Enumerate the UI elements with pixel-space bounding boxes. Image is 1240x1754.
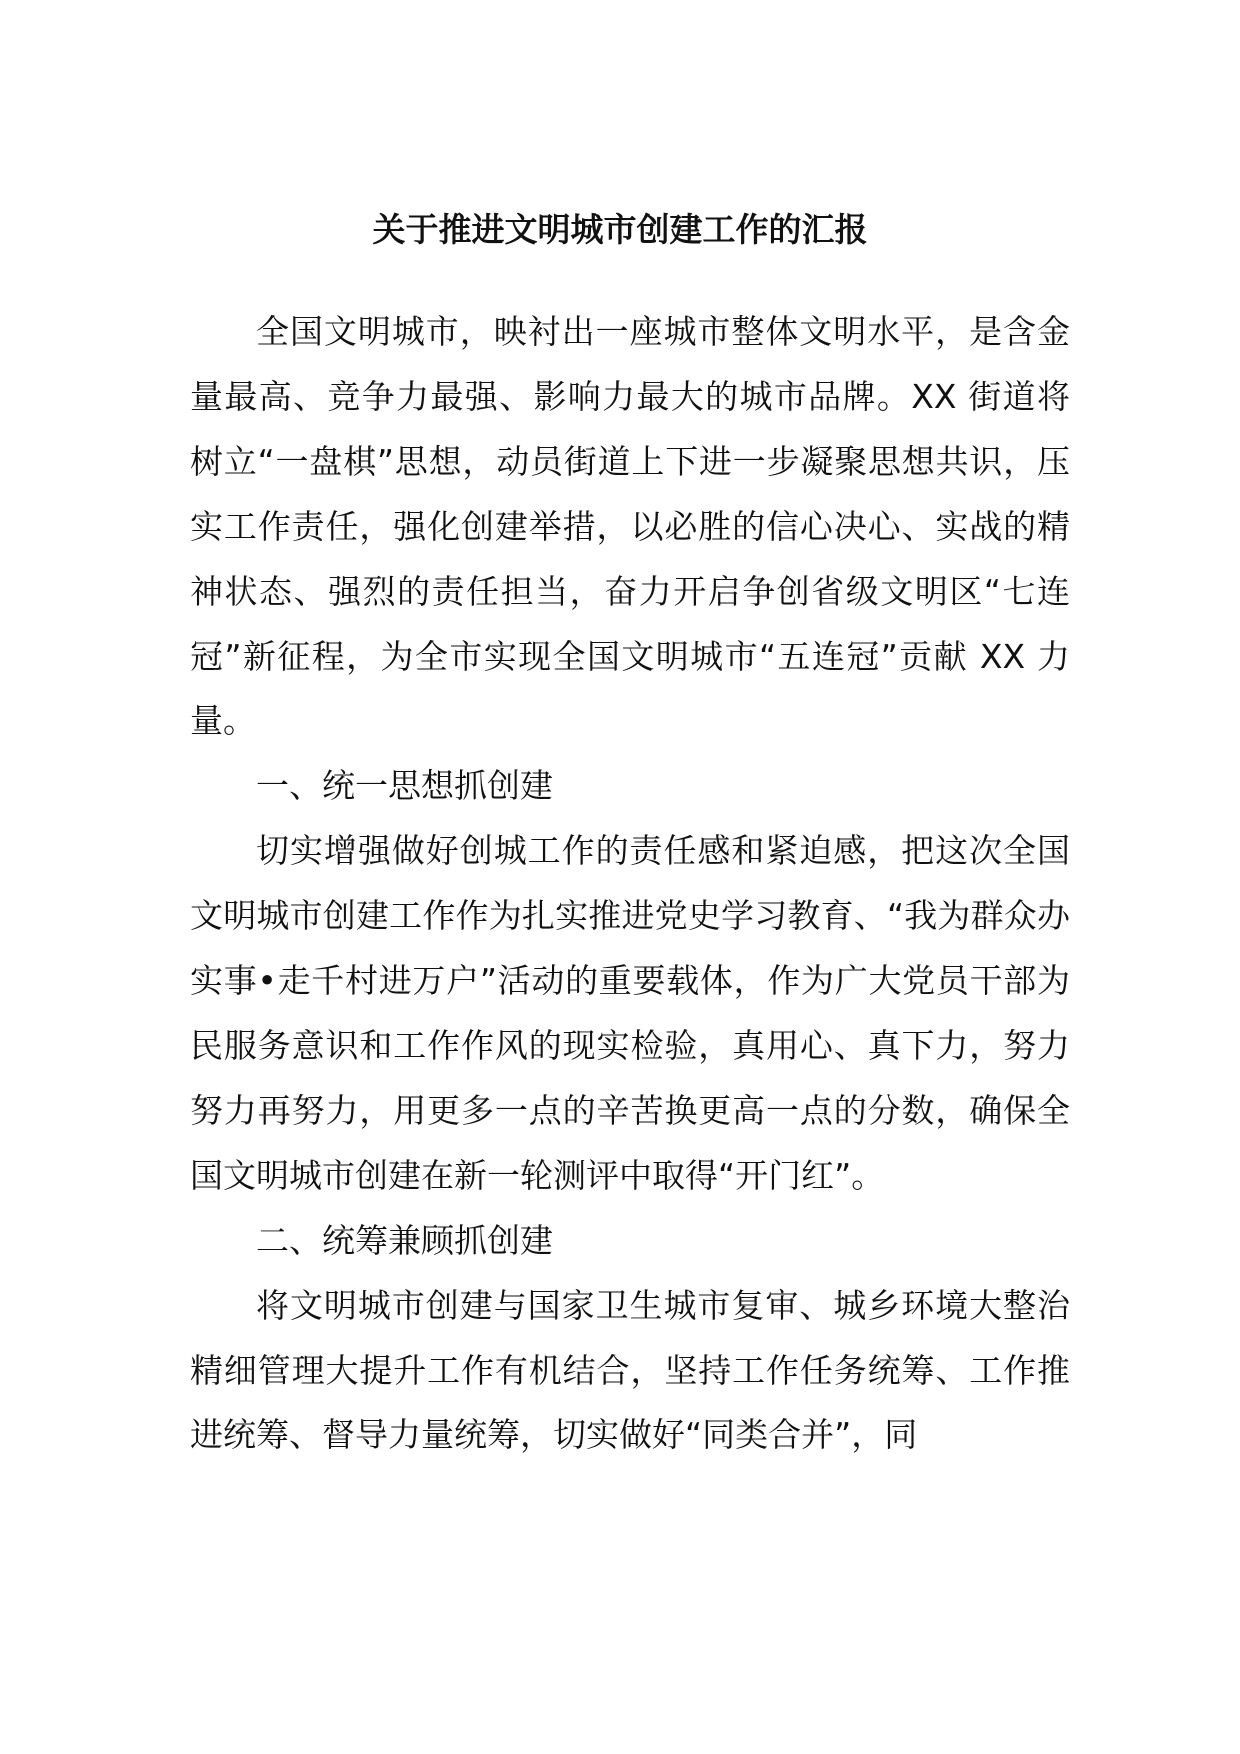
- section-heading-2: 二、统筹兼顾抓创建: [256, 1220, 553, 1260]
- document-title: 关于推进文明城市创建工作的汇报: [372, 210, 868, 249]
- section-heading-1: 一、统一思想抓创建: [256, 766, 553, 806]
- paragraph-intro: 全国文明城市，映衬出一座城市整体文明水平，是含金量最高、竞争力最强、影响力最大的城市品牌。XX 街道将树立“一盘棋”思想，动员街道上下进一步凝聚思想共识，压实工作责任，强化创建举措，以必胜的信心决心、实战的精神状态、强烈的责任担当，奋力开启争创省级文明区“七连冠”新征程，为全市实现全国文明城市“五连冠”贡献 XX 力量。: [190, 312, 1070, 741]
- paragraph-section-2: 将文明城市创建与国家卫生城市复审、城乡环境大整治精细管理大提升工作有机结合，坚持工作任务统筹、工作推进统筹、督导力量统筹，切实做好“同类合并”，同: [190, 1285, 1070, 1455]
- document-body: [190, 300, 1070, 1468]
- paragraph-section-1: 切实增强做好创城工作的责任感和紧迫感，把这次全国文明城市创建工作作为扎实推进党史学习教育、“我为群众办实事•走千村进万户”活动的重要载体，作为广大党员干部为民服务意识和工作作风的现实检验，真用心、真下力，努力努力再努力，用更多一点的辛苦换更高一点的分数，确保全国文明城市创建在新一轮测评中取得“开门红”。: [190, 831, 1070, 1195]
